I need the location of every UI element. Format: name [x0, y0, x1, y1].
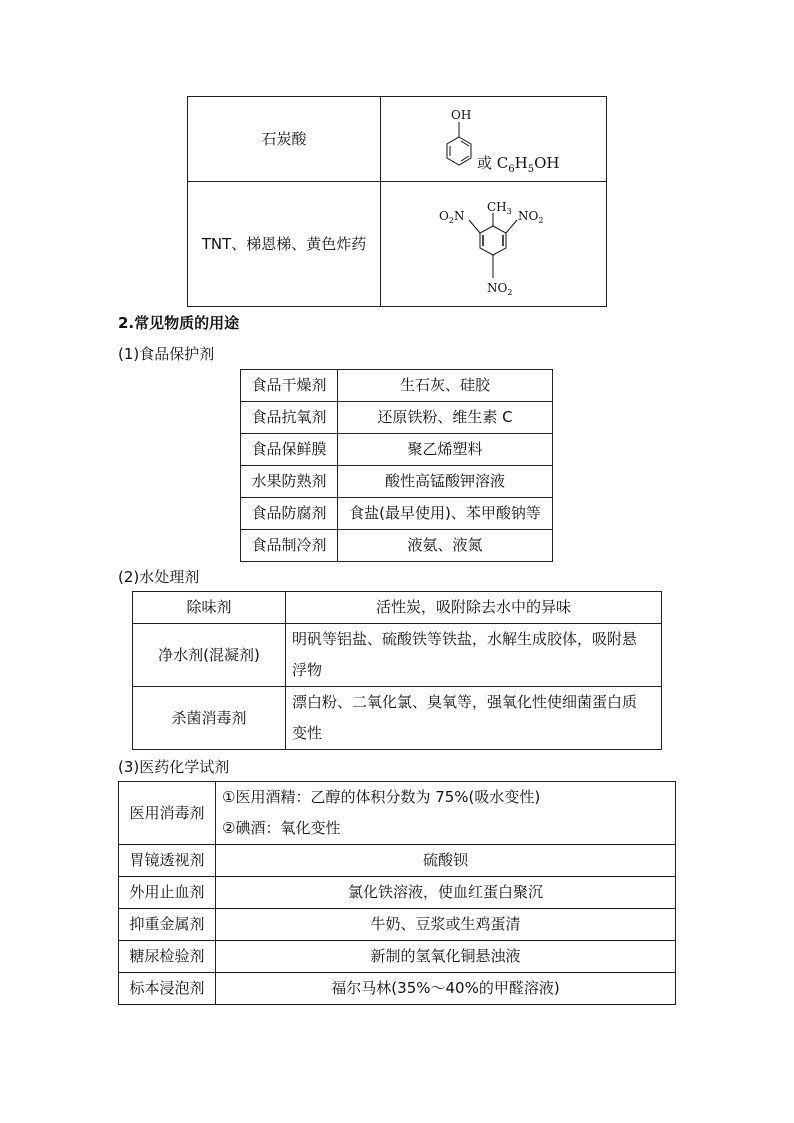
- agent-use: 液氨、液氮: [338, 530, 553, 562]
- table-row: [188, 182, 607, 307]
- agent-use: 硫酸钡: [216, 845, 676, 877]
- agent-name: 抑重金属剂: [119, 909, 216, 941]
- agent-name: 水果防熟剂: [241, 466, 338, 498]
- agent-use: 活性炭，吸附除去水中的异味: [286, 592, 662, 624]
- agent-use: 酸性高锰酸钾溶液: [338, 466, 553, 498]
- agent-use: 新制的氢氧化铜悬浊液: [216, 941, 676, 973]
- agent-use: 聚乙烯塑料: [338, 434, 553, 466]
- oh-label: OH: [451, 108, 472, 122]
- table-row: [241, 530, 553, 562]
- table-row: [119, 941, 676, 973]
- table-row: [133, 624, 662, 687]
- water-table: [132, 591, 662, 750]
- table-row: [133, 592, 662, 624]
- agent-name: 医用消毒剂: [119, 782, 216, 845]
- agent-use: 牛奶、豆浆或生鸡蛋清: [216, 909, 676, 941]
- table-row: [241, 498, 553, 530]
- agent-use: 福尔马林(35%～40%的甲醛溶液): [216, 973, 676, 1005]
- agent-name: 食品防腐剂: [241, 498, 338, 530]
- agent-name: 标本浸泡剂: [119, 973, 216, 1005]
- agent-name: 食品干燥剂: [241, 370, 338, 402]
- agent-name: 杀菌消毒剂: [133, 687, 286, 750]
- agent-use: 生石灰、硅胶: [338, 370, 553, 402]
- table-row: [119, 973, 676, 1005]
- table-row: [241, 466, 553, 498]
- no2-right-label: $NO_2$: [518, 209, 544, 225]
- agent-name: 糖尿检验剂: [119, 941, 216, 973]
- no2-left-label: $O_2N$: [439, 209, 465, 225]
- phenol-formula: 或 $C_6H_5OH$: [477, 154, 560, 175]
- agent-name: 食品抗氧剂: [241, 402, 338, 434]
- compound-structure: [381, 97, 607, 182]
- agent-name: 净水剂(混凝剂): [133, 624, 286, 687]
- ch3-label: $CH_3$: [487, 200, 512, 216]
- subsection-label: (1)食品保护剂: [118, 345, 215, 363]
- agent-use: ①医用酒精：乙醇的体积分数为 75%(吸水变性) ②碘酒：氧化变性: [216, 782, 676, 845]
- agent-name: 胃镜透视剂: [119, 845, 216, 877]
- table-row: [241, 434, 553, 466]
- no2-bottom-label: $NO_2$: [487, 281, 513, 297]
- tnt-structure: [381, 182, 606, 306]
- agent-name: 食品保鲜膜: [241, 434, 338, 466]
- agent-name: 除味剂: [133, 592, 286, 624]
- table-row: [241, 402, 553, 434]
- agent-use: 氯化铁溶液，使血红蛋白聚沉: [216, 877, 676, 909]
- agent-use: 还原铁粉、维生素 C: [338, 402, 553, 434]
- section-title: 2.常见物质的用途: [118, 314, 240, 332]
- medical-table: [118, 781, 676, 1005]
- subsection-label: (3)医药化学试剂: [118, 758, 230, 776]
- agent-name: 外用止血剂: [119, 877, 216, 909]
- agent-use: 漂白粉、二氧化氯、臭氧等，强氧化性使细菌蛋白质 变性: [286, 687, 662, 750]
- food-table: [240, 369, 553, 562]
- agent-use: 食盐(最早使用)、苯甲酸钠等: [338, 498, 553, 530]
- table-row: [188, 97, 607, 182]
- subsection-label: (2)水处理剂: [118, 568, 200, 586]
- compound-name: TNT、梯恩梯、黄色炸药: [188, 182, 381, 307]
- compound-table: [187, 96, 607, 307]
- table-row: [133, 687, 662, 750]
- table-row: [119, 877, 676, 909]
- agent-use: 明矾等铝盐、硫酸铁等铁盐，水解生成胶体，吸附悬 浮物: [286, 624, 662, 687]
- compound-name: 石炭酸: [188, 97, 381, 182]
- table-row: [119, 845, 676, 877]
- table-row: [119, 782, 676, 845]
- table-row: [119, 909, 676, 941]
- table-row: [241, 370, 553, 402]
- compound-structure: [381, 182, 607, 307]
- agent-name: 食品制冷剂: [241, 530, 338, 562]
